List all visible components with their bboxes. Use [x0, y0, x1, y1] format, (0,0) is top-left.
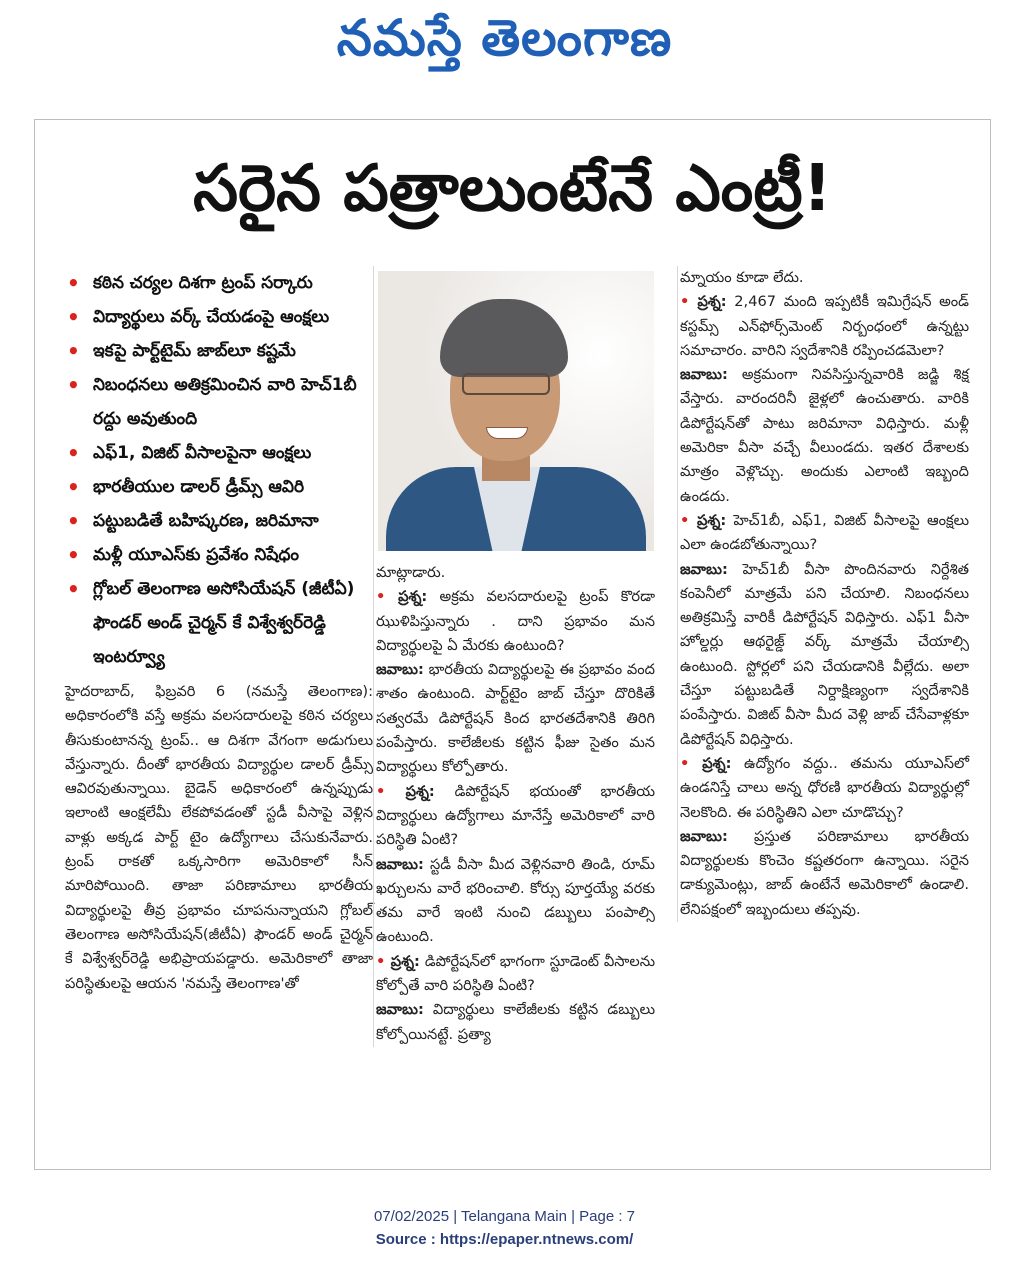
bullet-item: • నిబంధనలు అతిక్రమించిన వారి హెచ్1బీ రద్దు అవుతుంది [65, 368, 373, 436]
qa-question: • ప్రశ్న: హెచ్1బీ, ఎఫ్1, విజిట్ వీసాలపై ఆంక్షలు ఎలా ఉండబోతున్నాయి? [680, 511, 970, 554]
qa-question: • ప్రశ్న: డిపోర్టేషన్ భయంతో భారతీయ విద్యార్థులు ఉద్యోగాలు మానేస్తే అమెరికాలో వారి పరిస్థితి ఏంటి? [376, 782, 656, 849]
qa-answer: జవాబు: విద్యార్థులు కాలేజీలకు కట్టిన డబ్బులు కోల్పోయినట్టే. ప్రత్యా [376, 1001, 656, 1043]
bullet-icon: • [67, 339, 80, 363]
bullet-item: • ఇకపై పార్ట్‌టైమ్ జాబ్‌లూ కష్టమే [65, 334, 373, 368]
bullet-item: • గ్లోబల్ తెలంగాణ అసోసియేషన్ (జీటీఏ) ఫౌండర్ అండ్ చైర్మన్ కే విశ్వేశ్వర్‌రెడ్డి ఇంటర్వ్యూ [65, 572, 373, 674]
bullet-item: • భారతీయుల డాలర్ డ్రీమ్స్ ఆవిరి [65, 470, 373, 504]
qa-answer: జవాబు: స్టడీ వీసా మీద వెళ్లినవారి తిండి, రూమ్ ఖర్చులను వారే భరించాలి. కోర్సు పూర్తయ్యే వరకు తమ వారే ఇంటి నుంచి డబ్బులు పంపాల్సి ఉంటుంది. [376, 855, 655, 946]
qa-question: • ప్రశ్న: ఉద్యోగం వద్దు.. తమను యూఎస్‌లో ఉండనిస్తే చాలు అన్న ధోరణి భారతీయ విద్యార్థుల్లో నెలకొంది. ఈ పరిస్థితిని ఎలా చూడొచ్చు? [680, 754, 969, 821]
column-2 [373, 266, 655, 1047]
article-intro: హైదరాబాద్, ఫిబ్రవరి 6 (నమస్తే తెలంగాణ): అధికారంలోకి వస్తే అక్రమ వలసదారులపై కఠిన చర్యలు తీసుకుంటానన్న ట్రంప్.. ఆ దిశగా వేగంగా అడుగులు వేస్తున్నారు. దీంతో భారతీయ విద్యార్థుల డాలర్ డ్రీమ్స్ ఆవిరవుతున్నాయి. బైడెన్ అధికారంలో ఉన్నప్పుడు ఇలాంటి ఆంక్షలేమీ లేకపోవడంతో స్టడీ వీసాపై వెళ్లిన వాళ్లు అక్కడ పార్ట్ టైం ఉద్యోగాలు చేసుకునేవారు. ట్రంప్ రాకతో ఒక్కసారిగా అమెరికాలో సీన్ మారిపోయింది. తాజా పరిణామాలు భారతీయ విద్యార్థులపై తీవ్ర ప్రభావం చూపనున్నాయని గ్లోబల్ తెలంగాణ అసోసియేషన్(జీటీఏ) ఫౌండర్ అండ్ చైర్మన్ కే విశ్వేశ్వర్‌రెడ్డి అభిప్రాయపడ్డారు. అమెరికాలో తాజా పరిస్థితులపై ఆయన 'నమస్తే తెలంగాణ'తో [65, 683, 373, 992]
bullet-icon: • [67, 543, 80, 567]
interviewee-photo [378, 271, 654, 551]
bullet-icon: • [67, 271, 80, 295]
bullet-item: • కఠిన చర్యల దిశగా ట్రంప్ సర్కారు [65, 266, 373, 300]
bullet-icon: • [67, 577, 80, 601]
bullet-icon: • [67, 441, 80, 465]
bullet-item: • ఎఫ్1, విజిట్ వీసాలపైనా ఆంక్షలు [65, 436, 373, 470]
highlight-bullets [65, 266, 373, 674]
column-2-text: మాట్లాడారు. • ప్రశ్న: అక్రమ వలసదారులపై ట్రంప్ కొరడా ఝుళిపిస్తున్నారు . దాని ప్రభావం మన విద్యార్థులపై ఏ మేరకు ఉంటుంది? జవాబు: భారతీయ విద్యార్థులపై ఈ ప్రభావం వంద శాతం ఉంటుంది. పార్ట్‌టైం జాబ్ చేస్తూ దొరికితే సత్వరమే డిపోర్టేషన్ కింద భారతదేశానికి తిరిగి పంపేస్తారు. కాలేజీలకు కట్టిన ఫీజు సైతం మన విద్యార్థులు కోల్పోతారు. • ప్రశ్న: డిపోర్టేషన్ భయంతో భారతీయ విద్యార్థులు ఉద్యోగాలు మానేస్తే అమెరికాలో వారి పరిస్థితి ఏంటి? జవాబు: స్టడీ వీసా మీద వెళ్లినవారి తిండి, రూమ్ ఖర్చులను వారే భరించాలి. కోర్సు పూర్తయ్యే వరకు తమ వారే ఇంటి నుంచి డబ్బులు పంపాల్సి ఉంటుంది. • ప్రశ్న: డిపోర్టేషన్‌లో భాగంగా స్టూడెంట్ వీసాలను కోల్పోతే వారి పరిస్థితి ఏంటి? జవాబు: విద్యార్థులు కాలేజీలకు కట్టిన డబ్బులు కోల్పోయినట్టే. ప్రత్యా [376, 561, 655, 1047]
bullet-icon: • [67, 305, 80, 329]
column-1 [65, 266, 373, 996]
qa-question: • ప్రశ్న: అక్రమ వలసదారులపై ట్రంప్ కొరడా ఝుళిపిస్తున్నారు . దాని ప్రభావం మన విద్యార్థులపై ఏ మేరకు ఉంటుంది? [376, 588, 655, 654]
bullet-icon: • [67, 509, 80, 533]
qa-answer: జవాబు: అక్రమంగా నివసిస్తున్నవారికి జడ్జి శిక్ష వేస్తారు. వారందరినీ జైళ్లలో ఉంచుతారు. వారికి డిపోర్టేషన్‌తో పాటు జరిమానా విధిస్తారు. మళ్లీ అమెరికా వీసా వచ్చే వీలుండదు. ఇతర దేశాలకు మాత్రం వెళ్లొచ్చు. అందుకు ఎలాంటి ఇబ్బంది ఉండదు. [680, 366, 969, 505]
qa-answer: జవాబు: భారతీయ విద్యార్థులపై ఈ ప్రభావం వంద శాతం ఉంటుంది. పార్ట్‌టైం జాబ్ చేస్తూ దొరికితే సత్వరమే డిపోర్టేషన్ కింద భారతదేశానికి తిరిగి పంపేస్తారు. కాలేజీలకు కట్టిన ఫీజు సైతం మన విద్యార్థులు కోల్పోతారు. [376, 661, 655, 776]
column-3 [677, 266, 969, 922]
source-link[interactable]: Source : https://epaper.ntnews.com/ [375, 1231, 634, 1248]
qa-answer: జవాబు: ప్రస్తుత పరిణామాలు భారతీయ విద్యార్థులకు కొంచెం కష్టతరంగా ఉన్నాయి. సరైన డాక్యుమెంట్లు, జాబ్ ఉంటేనే అమెరికాలో ఉండాలి. లేనిపక్షంలో ఇబ్బందులు తప్పవు. [680, 827, 969, 918]
bullet-icon: • [67, 475, 80, 499]
article-clipping [34, 119, 991, 1170]
edition-info: 07/02/2025 | Telangana Main | Page : 7 [373, 1208, 636, 1225]
qa-question: • ప్రశ్న: 2,467 మంది ఇప్పటికీ ఇమిగ్రేషన్ అండ్ కస్టమ్స్ ఎన్‌ఫోర్స్‌మెంట్ నిర్బంధంలో ఉన్నట్టు సమాచారం. వారిని స్వదేశానికి రప్పించడమెలా? [680, 293, 969, 359]
qa-question: • ప్రశ్న: డిపోర్టేషన్‌లో భాగంగా స్టూడెంట్ వీసాలను కోల్పోతే వారి పరిస్థితి ఏంటి? [376, 952, 655, 995]
bullet-item: • మళ్లీ యూఎస్‌కు ప్రవేశం నిషేధం [65, 538, 373, 572]
bullet-icon: • [67, 373, 80, 397]
qa-answer: జవాబు: హెచ్1బీ వీసా పొందినవారు నిర్దేశిత కంపెనీలో మాత్రమే పని చేయాలి. నిబంధనలు అతిక్రమిస్తే వారికీ డిపోర్టేషన్ విధిస్తారు. ఎఫ్1 వీసా హోల్డర్లు ఆథరైజ్డ్ వర్క్ మాత్రమే చేయాల్సి ఉంటుంది. స్టోర్లలో పని చేయడానికి వీల్లేదు. అలా చేస్తూ పట్టుబడితే నిర్దాక్షిణ్యంగా స్వదేశానికి పంపేస్తారు. విజిట్ వీసా మీద వెళ్లి జాబ్ చేసేవాళ్లకూ డిపోర్టేషన్ విధిస్తారు. [680, 560, 970, 748]
article-headline: సరైన పత్రాలుంటేనే ఎంట్రీ! [193, 152, 832, 226]
column-3-text: మ్నాయం కూడా లేదు. • ప్రశ్న: 2,467 మంది ఇప్పటికీ ఇమిగ్రేషన్ అండ్ కస్టమ్స్ ఎన్‌ఫోర్స్‌మెంట్ నిర్బంధంలో ఉన్నట్టు సమాచారం. వారిని స్వదేశానికి రప్పించడమెలా? జవాబు: అక్రమంగా నివసిస్తున్నవారికి జడ్జి శిక్ష వేస్తారు. వారందరినీ జైళ్లలో ఉంచుతారు. వారికి డిపోర్టేషన్‌తో పాటు జరిమానా విధిస్తారు. మళ్లీ అమెరికా వీసా వచ్చే వీలుండదు. ఇతర దేశాలకు మాత్రం వెళ్లొచ్చు. అందుకు ఎలాంటి ఇబ్బంది ఉండదు. • ప్రశ్న: హెచ్1బీ, ఎఫ్1, విజిట్ వీసాలపై ఆంక్షలు ఎలా ఉండబోతున్నాయి? జవాబు: హెచ్1బీ వీసా పొందినవారు నిర్దేశిత కంపెనీలో మాత్రమే పని చేయాలి. నిబంధనలు అతిక్రమిస్తే వారికీ డిపోర్టేషన్ విధిస్తారు. ఎఫ్1 వీసా హోల్డర్లు ఆథరైజ్డ్ వర్క్ మాత్రమే చేయాల్సి ఉంటుంది. స్టోర్లలో పని చేయడానికి వీల్లేదు. అలా చేస్తూ పట్టుబడితే నిర్దాక్షిణ్యంగా స్వదేశానికి పంపేస్తారు. విజిట్ వీసా మీద వెళ్లి జాబ్ చేసేవాళ్లకూ డిపోర్టేషన్ విధిస్తారు. • ప్రశ్న: ఉద్యోగం వద్దు.. తమను యూఎస్‌లో ఉండనిస్తే చాలు అన్న ధోరణి భారతీయ విద్యార్థుల్లో నెలకొంది. ఈ పరిస్థితిని ఎలా చూడొచ్చు? జవాబు: ప్రస్తుత పరిణామాలు భారతీయ విద్యార్థులకు కొంచెం కష్టతరంగా ఉన్నాయి. సరైన డాక్యుమెంట్లు, జాబ్ ఉంటేనే అమెరికాలో ఉండాలి. లేనిపక్షంలో ఇబ్బందులు తప్పవు. [680, 266, 969, 922]
bullet-item: • విద్యార్థులు వర్క్ చేయడంపై ఆంక్షలు [65, 300, 373, 334]
bullet-item: • పట్టుబడితే బహిష్కరణ, జరిమానా [65, 504, 373, 538]
newspaper-masthead: నమస్తే తెలంగాణ [336, 8, 673, 67]
